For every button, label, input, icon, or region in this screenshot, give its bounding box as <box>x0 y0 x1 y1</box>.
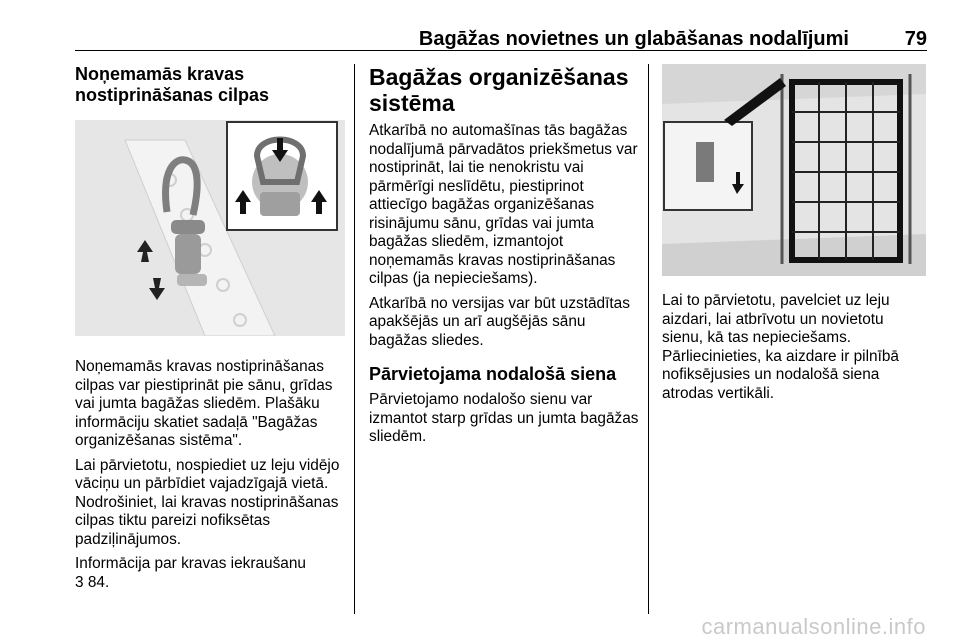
page-reference-link[interactable]: 84. <box>87 573 110 591</box>
body-paragraph: Lai to pārvietotu, pavelciet uz leju aizdari, lai atbrīvotu un novietotu sienu, kā tas nepieciešams. Pārliecinieties, ka aizdare ir pilnībā nofiksējusies un nodalošā siena atrodas vertikāli. <box>662 292 899 402</box>
body-paragraph: Lai pārvietotu, nospiediet uz leju vidējo vāciņu un pārbīdiet vajadzīgajā vietā. Nodrošiniet, lai kravas nostiprināšanas cilpas tiktu pareizi nofiksētas padziļinājumos. <box>75 456 340 548</box>
body-paragraph: Pārvietojamo nodalošo sienu var izmantot starp grīdas un jumta bagāžas sliedēm. <box>369 391 639 445</box>
column-divider <box>354 64 355 614</box>
subsection-heading: Pārvietojama nodalošā siena <box>369 364 617 384</box>
body-paragraph: Atkarībā no automašīnas tās bagāžas nodalījumā pārvadātos priekšmetus var nostiprināt, lai tie nenokristu vai pārmērīgi neslīdētu, piestiprinot attiecīgo bagāžas organizēšanas risinājumu sānu, grīdas vai jumta bagāžas sliedēm, izmantojot noņemamās kravas nostiprināšanas cilpas (ja nepieciešams). <box>369 122 638 287</box>
body-paragraph: Informācija par kravas iekraušanu 3 84. <box>75 555 306 591</box>
column-2 <box>369 64 641 453</box>
column-1 <box>75 64 345 598</box>
body-paragraph: Noņemamās kravas nostiprināšanas cilpas var piestiprināt pie sānu, grīdas vai jumta bagāžas sliedēm. Plašāku informāciju skatiet sadaļā "Bagāžas organizēšanas sistēma". <box>75 358 333 449</box>
page-number: 79 <box>904 28 927 50</box>
page-header <box>75 24 927 51</box>
section-heading: Noņemamās kravas nostiprināšanas cilpas <box>75 64 270 105</box>
section-heading: Bagāžas organizēšanas sistēma <box>369 64 629 116</box>
partition-wall-illustration <box>662 64 926 276</box>
cargo-loop-illustration <box>75 120 345 336</box>
watermark: carmanualsonline.info <box>701 614 926 639</box>
column-3 <box>662 64 926 409</box>
body-paragraph: Atkarībā no versijas var būt uzstādītas apakšējās un arī augšējās sānu bagāžas sliedes. <box>369 294 630 349</box>
column-divider <box>648 64 649 614</box>
cross-reference-icon: 3 <box>75 573 84 591</box>
running-title: Bagāžas novietnes un glabāšanas nodalījumi <box>418 28 849 50</box>
